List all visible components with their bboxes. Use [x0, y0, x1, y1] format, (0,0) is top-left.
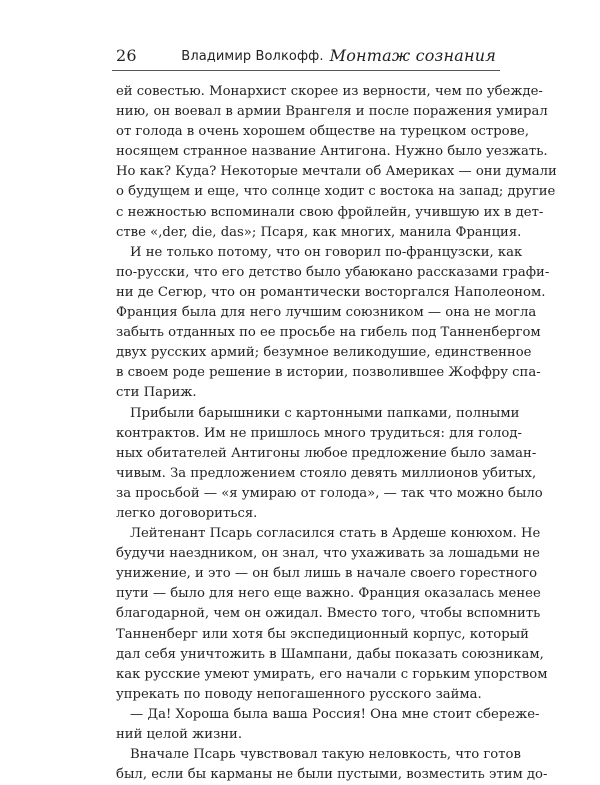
text-line: сти Париж. — [116, 385, 197, 401]
paragraph-start: Прибыли барышники с картонными папками, полными — [130, 405, 520, 421]
text-line: в своем роде решение в истории, позволившее Жоффру спа- — [116, 365, 541, 381]
text-line: будучи наездником, он знал, что ухаживать за лошадьми не — [116, 546, 540, 562]
text-line: был, если бы карманы не были пустыми, возместить этим до- — [116, 767, 548, 783]
body-text — [116, 82, 557, 785]
paragraph-start: — Да! Хороша была ваша Россия! Она мне стоит сбереже- — [130, 706, 540, 722]
text-line: как русские умеют умирать, его начали с горьким упорством — [116, 666, 548, 682]
text-line: благодарной, чем он ожидал. Вместо того, чтобы вспомнить — [116, 606, 541, 622]
paragraph-start: Лейтенант Псарь согласился стать в Ардеше конюхом. Не — [130, 526, 541, 542]
text-line: двух русских армий; безумное великодушие, единственное — [116, 345, 532, 361]
author-name: Владимир Волкофф. — [181, 49, 324, 64]
text-line: от голода в очень хорошем обществе на турецком острове, — [116, 124, 530, 140]
text-line: стве «‚der, die, das»; Псаря, как многих, манила Франция. — [116, 224, 522, 240]
text-line: чивым. За предложением стояло девять миллионов убитых, — [116, 465, 537, 481]
text-line: Но как? Куда? Некоторые мечтали об Америках — они думали — [116, 164, 557, 180]
text-line: нию, он воевал в армии Врангеля и после поражения умирал — [116, 104, 548, 120]
text-line: Танненберг или хотя бы экспедиционный корпус, который — [116, 626, 529, 642]
book-title: Монтаж сознания — [329, 46, 496, 65]
paragraph-start: И не только потому, что он говорил по-французски, как — [130, 244, 523, 260]
header-rule — [112, 70, 500, 71]
text-line: дал себя уничтожить в Шампани, дабы показать союзникам, — [116, 646, 544, 662]
text-line: Франция была для него лучшим союзником — она не могла — [116, 305, 537, 321]
page-header — [116, 44, 496, 64]
text-line: упрекать по поводу непогашенного русского займа. — [116, 686, 482, 702]
text-line: забыть отданных по ее просьбе на гибель под Танненбергом — [116, 325, 541, 341]
text-line: унижение, и это — он был лишь в начале своего горестного — [116, 566, 538, 582]
text-line: о будущем и еще, что солнце ходит с востока на запад; другие — [116, 184, 556, 200]
text-line: ных обитателей Антигоны любое предложение было заман- — [116, 445, 537, 461]
text-line: носящем странное название Антигона. Нужно было уезжать. — [116, 144, 548, 160]
text-line: контрактов. Им не пришлось много трудиться: для голод- — [116, 425, 522, 441]
text-line: по-русски, что его детство было убаюкано рассказами графи- — [116, 264, 550, 280]
page-number: 26 — [116, 46, 137, 65]
text-line: легко договориться. — [116, 505, 258, 521]
text-line: за просьбой — «я умираю от голода», — так что можно было — [116, 485, 543, 501]
paragraph-start: Вначале Псарь чувствовал такую неловкость, что готов — [130, 747, 521, 763]
text-line: ни де Сегюр, что он романтически восторгался Наполеоном. — [116, 284, 546, 300]
text-line: ний целой жизни. — [116, 727, 243, 742]
running-head — [181, 48, 496, 64]
text-line: ей совестью. Монархист скорее из верности, чем по убежде- — [116, 84, 543, 99]
text-line: с нежностью вспоминали свою фройлейн, учившую их в дет- — [116, 204, 544, 220]
text-line: пути — было для него еще важно. Франция оказалась менее — [116, 586, 541, 602]
